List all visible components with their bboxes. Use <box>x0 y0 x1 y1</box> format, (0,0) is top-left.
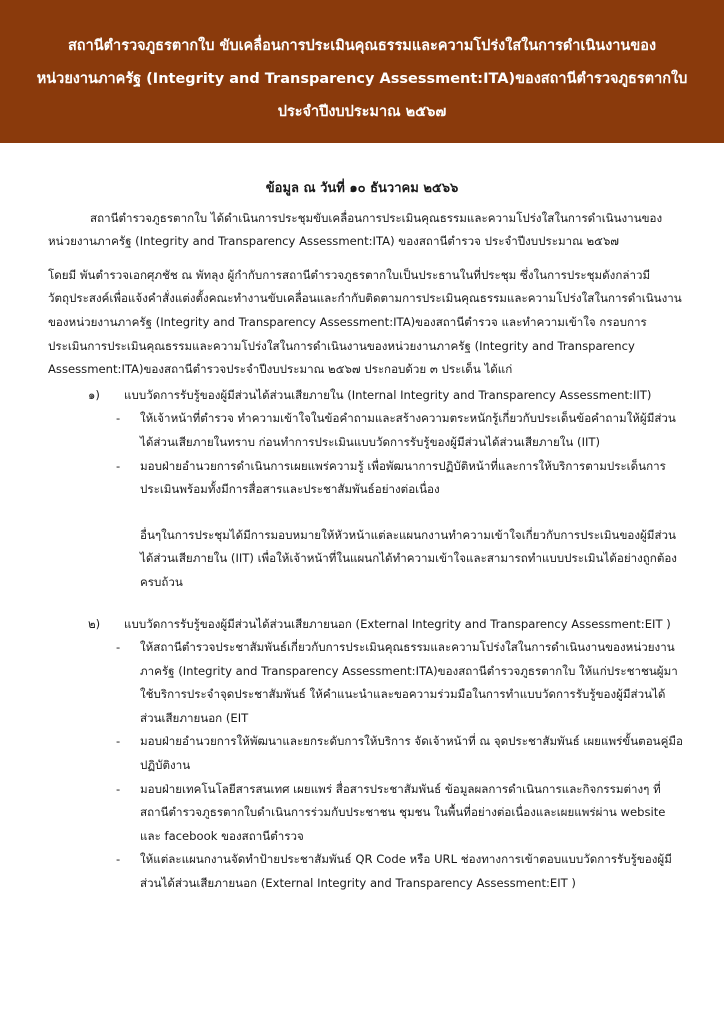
section-2-bullet-3 <box>116 778 686 849</box>
section-1-note: อื่นๆในการประชุมได้มีการมอบหมายให้หัวหน้าแต่ละแผนกงานทำความเข้าใจเกี่ยวกับการประเมินของผู้มีส่วนได้ส่วนเสียภายใน (IIT) เพื่อให้เจ้าหน้าที่ในแผนกได้ทำความเข้าใจและสามารถทำแบบประเมินได้อย่างถูกต้องครบถ้วน <box>140 527 677 589</box>
dash-bullet-icon: - <box>116 734 121 749</box>
header-title-line-2: หน่วยงานภาครัฐ (Integrity and Transparency Assessment:ITA)ของสถานีตำรวจภูธรตากใบ <box>36 71 688 87</box>
dash-bullet-icon: - <box>116 458 121 473</box>
section-2-title <box>88 613 684 637</box>
header-title-line-1: สถานีตำรวจภูธรตากใบ ขับเคลื่อนการประเมินคุณธรรมและความโปร่งใสในการดำเนินงานของ <box>67 38 657 54</box>
section-2-bullet-1-text: ให้สถานีตำรวจประชาสัมพันธ์เกี่ยวกับการประเมินคุณธรรมและความโปร่งใสในการดำเนินงานของหน่วยงานภาครัฐ (Integrity and Transparency Assessment:ITA)ของสถานีตำรวจภูธรตากใบ ให้แก่ประชาชนผู้มาใช้บริการประจำจุดประชาสัมพันธ์ ให้คำแนะนำและขอความร่วมมือในการทำแบบวัดการรับรู้ของผู้มีส่วนได้ส่วนเสียภายนอก (EIT <box>140 640 678 725</box>
section-2-bullet-1 <box>116 636 686 730</box>
document-body <box>0 143 724 896</box>
section-1-bullet-1 <box>116 407 686 454</box>
section-2-bullet-4 <box>116 848 686 895</box>
section-2-number: ๒) <box>88 616 101 631</box>
section-1-bullet-1-text: ให้เจ้าหน้าที่ตำรวจ ทำความเข้าใจในข้อคำถามและสร้างความตระหนักรู้เกี่ยวกับประเด็นข้อคำถามให้ผู้มีส่วนได้ส่วนเสียภายในทราบ ก่อนทำการประเมินแบบวัดการรับรู้ของผู้มีส่วนได้ส่วนเสียภายใน (IIT) <box>140 411 676 449</box>
body-paragraph: โดยมี พันตำรวจเอกศุภชัช ณ พัทลุง ผู้กำกับการสถานีตำรวจภูธรตากใบเป็นประธานในที่ประชุม ซึ่งในการประชุมดังกล่าวมีวัตถุประสงค์เพื่อแจ้งคำสั่งแต่งตั้งคณะทำงานขับเคลื่อนและกำกับติดตามการประเมินคุณธรรมและความโปร่งใสในการดำเนินงานของหน่วยงานภาครัฐ (Integrity and Transparency Assessment:ITA)ของสถานีตำรวจ และทำความเข้าใจ กรอบการประเมินการประเมินคุณธรรมและความโปร่งใสในการดำเนินงานของหน่วยงานภาครัฐ (Integrity and Transparency Assessment:ITA)ของสถานีตำรวจประจำปีงบประมาณ ๒๕๖๗ ประกอบด้วย ๓ ประเด็น ได้แก่ <box>48 267 682 377</box>
section-2-bullet-3-text: มอบฝ่ายเทคโนโลยีสารสนเทศ เผยแพร่ สื่อสารประชาสัมพันธ์ ข้อมูลผลการดำเนินการและกิจกรรมต่างๆ ที่สถานีตำรวจภูธรตากใบดำเนินการร่วมกับประชาชน ชุมชน ในพื้นที่อย่างต่อเนื่องและเผยแพร่ผ่าน website และ facebook ของสถานีตำรวจ <box>140 781 666 843</box>
dash-bullet-icon: - <box>116 852 121 867</box>
header-banner <box>0 0 724 143</box>
dash-bullet-icon: - <box>116 640 121 655</box>
section-2-bullet-2 <box>116 730 686 777</box>
section-2-bullet-4-text: ให้แต่ละแผนกงานจัดทำป้ายประชาสัมพันธ์ QR Code หรือ URL ช่องทางการเข้าตอบแบบวัดการรับรู้ของผู้มีส่วนได้ส่วนเสียภายนอก (External Integrity and Transparency Assessment:EIT ) <box>140 852 672 891</box>
section-2-title-text: แบบวัดการรับรู้ของผู้มีส่วนได้ส่วนเสียภายนอก (External Integrity and Transparency Assessment:EIT ) <box>124 616 671 631</box>
section-1-number: ๑) <box>88 387 100 402</box>
date-line: ข้อมูล ณ วันที่ ๑๐ ธันวาคม ๒๕๖๖ <box>265 181 459 196</box>
section-1-bullet-2-text: มอบฝ่ายอำนวยการดำเนินการเผยแพร่ความรู้ เพื่อพัฒนาการปฏิบัติหน้าที่และการให้บริการตามประเด็นการประเมินพร้อมทั้งมีการสื่อสารและประชาสัมพันธ์อย่างต่อเนื่อง <box>140 458 666 497</box>
dash-bullet-icon: - <box>116 781 121 796</box>
intro-paragraph: สถานีตำรวจภูธรตากใบ ได้ดำเนินการประชุมขับเคลื่อนการประเมินคุณธรรมและความโปร่งใสในการดำเนินงานของหน่วยงานภาครัฐ (Integrity and Transparency Assessment:ITA) ของสถานีตำรวจ ประจำปีงบประมาณ ๒๕๖๗ <box>48 210 663 249</box>
section-1-title-text: แบบวัดการรับรู้ของผู้มีส่วนได้ส่วนเสียภายใน (Internal Integrity and Transparency Assessment:IIT) <box>124 387 652 402</box>
header-title-line-3: ประจำปีงบประมาณ ๒๕๖๗ <box>277 104 447 120</box>
section-2-bullet-2-text: มอบฝ่ายอำนวยการให้พัฒนาและยกระดับการให้บริการ จัดเจ้าหน้าที่ ณ จุดประชาสัมพันธ์ เผยแพร่ขั้นตอนคู่มือปฏิบัติงาน <box>140 734 683 773</box>
section-1-bullet-2 <box>116 455 686 502</box>
section-1-title <box>88 384 684 408</box>
dash-bullet-icon: - <box>116 411 121 426</box>
